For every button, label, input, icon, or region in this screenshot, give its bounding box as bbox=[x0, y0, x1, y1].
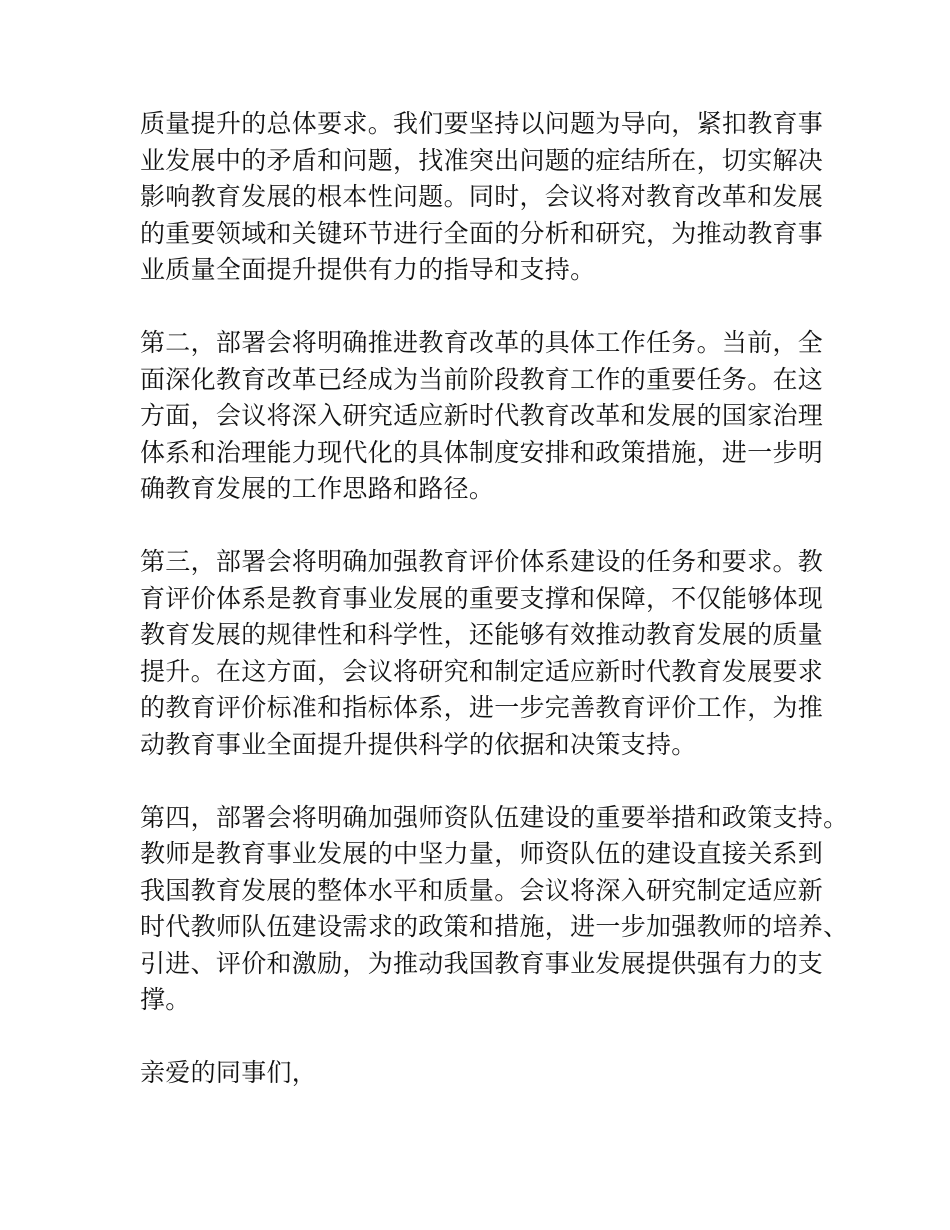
text-line: 亲爱的同事们， bbox=[140, 1058, 318, 1087]
paragraph-salutation bbox=[140, 1055, 825, 1092]
text-line: 方面，会议将深入研究适应新时代教育改革和发展的国家治理 bbox=[140, 401, 824, 430]
text-line: 质量提升的总体要求。我们要坚持以问题为导向，紧扣教育事 bbox=[140, 109, 824, 138]
paragraph-second-reform-tasks bbox=[140, 325, 825, 508]
text-line: 第三，部署会将明确加强教育评价体系建设的任务和要求。教 bbox=[140, 547, 824, 576]
text-line: 教师是教育事业发展的中坚力量，师资队伍的建设直接关系到 bbox=[140, 839, 824, 868]
text-line: 我国教育发展的整体水平和质量。会议将深入研究制定适应新 bbox=[140, 875, 824, 905]
text-line: 撑。 bbox=[140, 985, 191, 1014]
text-line: 育评价体系是教育事业发展的重要支撑和保障，不仅能够体现 bbox=[140, 583, 824, 613]
text-line: 体系和治理能力现代化的具体制度安排和政策措施，进一步明 bbox=[140, 437, 824, 467]
text-line: 教育发展的规律性和科学性，还能够有效推动教育发展的质量 bbox=[140, 620, 824, 649]
text-line: 面深化教育改革已经成为当前阶段教育工作的重要任务。在这 bbox=[140, 364, 824, 394]
text-line: 引进、评价和激励，为推动我国教育事业发展提供强有力的支 bbox=[140, 948, 824, 978]
paragraph-third-evaluation-system bbox=[140, 544, 825, 763]
text-line: 影响教育发展的根本性问题。同时，会议将对教育改革和发展 bbox=[140, 182, 824, 211]
text-line: 确教育发展的工作思路和路径。 bbox=[140, 474, 495, 503]
text-line: 第二，部署会将明确推进教育改革的具体工作任务。当前，全 bbox=[140, 328, 824, 357]
text-line: 业质量全面提升提供有力的指导和支持。 bbox=[140, 255, 596, 284]
text-line: 第四，部署会将明确加强师资队伍建设的重要举措和政策支持。 bbox=[140, 802, 849, 832]
text-line: 动教育事业全面提升提供科学的依据和决策支持。 bbox=[140, 729, 697, 759]
text-line: 业发展中的矛盾和问题，找准突出问题的症结所在，切实解决 bbox=[140, 145, 824, 175]
text-line: 时代教师队伍建设需求的政策和措施，进一步加强教师的培养、 bbox=[140, 912, 849, 941]
text-line: 的重要领域和关键环节进行全面的分析和研究，为推动教育事 bbox=[140, 218, 824, 248]
text-line: 的教育评价标准和指标体系，进一步完善教育评价工作，为推 bbox=[140, 693, 824, 722]
paragraph-fourth-teacher-team bbox=[140, 800, 849, 1019]
text-line: 提升。在这方面，会议将研究和制定适应新时代教育发展要求 bbox=[140, 656, 824, 686]
paragraph-quality-requirements bbox=[140, 106, 825, 289]
document-body bbox=[140, 106, 849, 1128]
